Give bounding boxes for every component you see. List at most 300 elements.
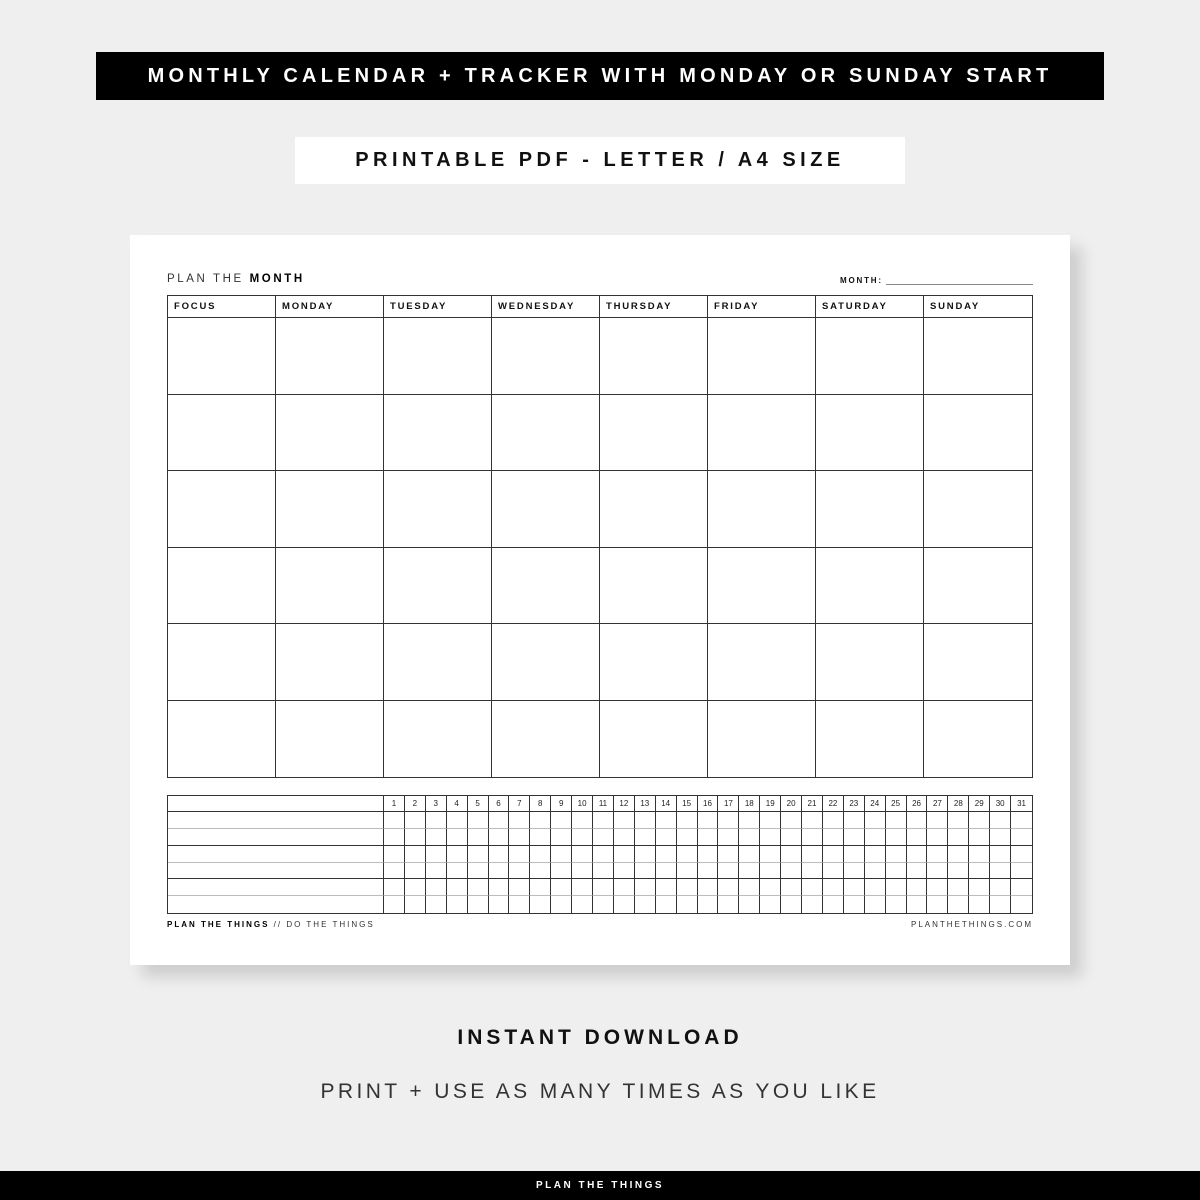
tracker-check-cell: [572, 829, 593, 846]
tracker-check-cell: [1011, 846, 1032, 863]
tracker-check-cell: [886, 863, 907, 880]
day-cell: [492, 318, 600, 395]
tracker-check-cell: [551, 846, 572, 863]
tracker-check-cell: [969, 812, 990, 829]
column-header: WEDNESDAY: [492, 296, 600, 318]
tracker-check-cell: [656, 846, 677, 863]
tracker-check-cell: [509, 829, 530, 846]
day-cell: [600, 624, 708, 701]
instant-download-heading: INSTANT DOWNLOAD: [457, 1026, 743, 1049]
tracker-check-cell: [865, 829, 886, 846]
day-cell: [816, 395, 924, 472]
focus-cell: [168, 548, 276, 625]
tracker-check-cell: [886, 879, 907, 896]
tracker-check-cell: [593, 812, 614, 829]
day-cell: [708, 395, 816, 472]
column-header: MONDAY: [276, 296, 384, 318]
tracker-check-cell: [614, 812, 635, 829]
day-cell: [492, 624, 600, 701]
column-header: THURSDAY: [600, 296, 708, 318]
tracker-check-cell: [489, 812, 510, 829]
tracker-check-cell: [530, 863, 551, 880]
tracker-check-cell: [614, 896, 635, 913]
tracker-check-cell: [468, 812, 489, 829]
tracker-check-cell: [760, 863, 781, 880]
tracker-check-cell: [990, 896, 1011, 913]
tracker-check-cell: [593, 863, 614, 880]
tracker-check-cell: [384, 812, 405, 829]
day-cell: [492, 395, 600, 472]
tracker-check-cell: [677, 896, 698, 913]
tracker-check-cell: [635, 863, 656, 880]
day-cell: [708, 624, 816, 701]
tracker-check-cell: [760, 896, 781, 913]
tracker-check-cell: [635, 829, 656, 846]
tracker-check-cell: [739, 863, 760, 880]
tracker-check-cell: [802, 829, 823, 846]
tracker-check-cell: [823, 829, 844, 846]
tracker-check-cell: [844, 846, 865, 863]
tracker-check-cell: [844, 879, 865, 896]
day-cell: [600, 318, 708, 395]
column-header: SUNDAY: [924, 296, 1032, 318]
tracker-check-cell: [530, 812, 551, 829]
tracker-check-cell: [614, 846, 635, 863]
tracker-check-cell: [656, 896, 677, 913]
tracker-habit-label-cell: [168, 829, 384, 846]
tracker-check-cell: [698, 879, 719, 896]
tracker-check-cell: [384, 896, 405, 913]
tracker-day-number: 8: [530, 796, 551, 812]
tracker-check-cell: [551, 879, 572, 896]
habit-tracker-grid: [167, 795, 1033, 914]
tracker-check-cell: [384, 829, 405, 846]
day-cell: [276, 548, 384, 625]
tracker-check-cell: [614, 863, 635, 880]
tracker-check-cell: [405, 846, 426, 863]
month-field: [840, 274, 1033, 285]
tracker-check-cell: [447, 879, 468, 896]
tracker-check-cell: [593, 896, 614, 913]
print-use-tagline: PRINT + USE AS MANY TIMES AS YOU LIKE: [320, 1080, 880, 1103]
tracker-day-number: 31: [1011, 796, 1032, 812]
tracker-day-number: 26: [907, 796, 928, 812]
tracker-check-cell: [677, 846, 698, 863]
tracker-check-cell: [886, 896, 907, 913]
day-cell: [708, 548, 816, 625]
tracker-check-cell: [384, 879, 405, 896]
tracker-day-number: 6: [489, 796, 510, 812]
day-cell: [708, 318, 816, 395]
tracker-check-cell: [948, 879, 969, 896]
tracker-check-cell: [781, 812, 802, 829]
tracker-check-cell: [489, 846, 510, 863]
tracker-day-number: 3: [426, 796, 447, 812]
tracker-check-cell: [1011, 863, 1032, 880]
tracker-check-cell: [739, 829, 760, 846]
tracker-check-cell: [572, 846, 593, 863]
tracker-label-header: [168, 796, 384, 812]
tracker-day-number: 17: [718, 796, 739, 812]
tracker-check-cell: [760, 829, 781, 846]
day-cell: [276, 624, 384, 701]
tracker-check-cell: [635, 879, 656, 896]
tracker-check-cell: [781, 879, 802, 896]
focus-cell: [168, 471, 276, 548]
day-cell: [816, 548, 924, 625]
tracker-day-number: 13: [635, 796, 656, 812]
tracker-check-cell: [614, 829, 635, 846]
tracker-check-cell: [405, 896, 426, 913]
tracker-check-cell: [718, 879, 739, 896]
day-cell: [384, 548, 492, 625]
tracker-check-cell: [802, 812, 823, 829]
tracker-check-cell: [990, 863, 1011, 880]
tracker-day-number: 28: [948, 796, 969, 812]
tracker-check-cell: [1011, 812, 1032, 829]
tracker-check-cell: [907, 896, 928, 913]
tracker-check-cell: [927, 896, 948, 913]
tracker-check-cell: [468, 863, 489, 880]
banner-title: MONTHLY CALENDAR + TRACKER WITH MONDAY OR SUNDAY START: [147, 64, 1053, 87]
tracker-check-cell: [990, 879, 1011, 896]
tracker-check-cell: [426, 896, 447, 913]
tracker-check-cell: [468, 829, 489, 846]
tracker-habit-label-cell: [168, 879, 384, 896]
day-cell: [924, 318, 1032, 395]
tracker-check-cell: [948, 829, 969, 846]
tracker-check-cell: [781, 829, 802, 846]
day-cell: [816, 471, 924, 548]
tracker-check-cell: [405, 829, 426, 846]
tracker-check-cell: [907, 829, 928, 846]
day-cell: [276, 471, 384, 548]
tracker-check-cell: [656, 863, 677, 880]
tracker-check-cell: [426, 863, 447, 880]
tracker-check-cell: [572, 896, 593, 913]
tracker-check-cell: [677, 812, 698, 829]
banner-subtitle: PRINTABLE PDF - LETTER / A4 SIZE: [355, 149, 845, 171]
day-cell: [384, 701, 492, 778]
tracker-check-cell: [572, 812, 593, 829]
tracker-day-number: 2: [405, 796, 426, 812]
tracker-day-number: 5: [468, 796, 489, 812]
planner-sheet: [130, 235, 1070, 965]
day-cell: [708, 471, 816, 548]
focus-cell: [168, 624, 276, 701]
day-cell: [600, 548, 708, 625]
tracker-check-cell: [739, 846, 760, 863]
tracker-check-cell: [844, 812, 865, 829]
tracker-check-cell: [969, 863, 990, 880]
day-cell: [276, 701, 384, 778]
tracker-check-cell: [907, 879, 928, 896]
tracker-check-cell: [593, 879, 614, 896]
tracker-day-number: 19: [760, 796, 781, 812]
tracker-day-number: 21: [802, 796, 823, 812]
tracker-check-cell: [760, 846, 781, 863]
tracker-check-cell: [823, 896, 844, 913]
day-cell: [924, 548, 1032, 625]
tracker-check-cell: [656, 879, 677, 896]
day-cell: [276, 395, 384, 472]
tracker-check-cell: [802, 879, 823, 896]
tracker-day-number: 11: [593, 796, 614, 812]
bottom-bar: [0, 1171, 1200, 1200]
tracker-day-number: 25: [886, 796, 907, 812]
day-cell: [384, 318, 492, 395]
tracker-check-cell: [551, 812, 572, 829]
tracker-day-number: 27: [927, 796, 948, 812]
tracker-check-cell: [426, 812, 447, 829]
footer-brand: PLAN THE THINGS: [167, 920, 270, 929]
tracker-check-cell: [865, 879, 886, 896]
column-header: FRIDAY: [708, 296, 816, 318]
day-cell: [384, 471, 492, 548]
tracker-check-cell: [530, 879, 551, 896]
tracker-check-cell: [948, 863, 969, 880]
tracker-day-number: 4: [447, 796, 468, 812]
tracker-check-cell: [572, 879, 593, 896]
tracker-check-cell: [990, 846, 1011, 863]
month-label: MONTH:: [840, 276, 883, 285]
tracker-check-cell: [990, 812, 1011, 829]
tracker-check-cell: [447, 846, 468, 863]
tracker-day-number: 1: [384, 796, 405, 812]
tracker-check-cell: [426, 879, 447, 896]
tracker-check-cell: [948, 896, 969, 913]
tracker-check-cell: [468, 846, 489, 863]
tracker-check-cell: [426, 829, 447, 846]
focus-cell: [168, 395, 276, 472]
tracker-check-cell: [969, 846, 990, 863]
tracker-check-cell: [865, 846, 886, 863]
day-cell: [924, 395, 1032, 472]
tracker-check-cell: [509, 879, 530, 896]
tracker-check-cell: [656, 812, 677, 829]
tracker-check-cell: [447, 829, 468, 846]
tracker-check-cell: [802, 863, 823, 880]
tracker-day-number: 23: [844, 796, 865, 812]
tracker-check-cell: [698, 896, 719, 913]
tracker-check-cell: [405, 812, 426, 829]
tracker-check-cell: [927, 829, 948, 846]
tracker-check-cell: [426, 846, 447, 863]
tracker-check-cell: [802, 846, 823, 863]
tracker-day-number: 18: [739, 796, 760, 812]
tracker-check-cell: [948, 812, 969, 829]
tracker-check-cell: [677, 863, 698, 880]
tracker-habit-label-cell: [168, 812, 384, 829]
tracker-check-cell: [677, 829, 698, 846]
tracker-check-cell: [447, 863, 468, 880]
tracker-check-cell: [509, 812, 530, 829]
tracker-check-cell: [489, 896, 510, 913]
tracker-check-cell: [530, 896, 551, 913]
tracker-check-cell: [677, 879, 698, 896]
tracker-check-cell: [990, 829, 1011, 846]
tracker-check-cell: [927, 879, 948, 896]
focus-cell: [168, 318, 276, 395]
sheet-footer-url: PLANTHETHINGS.COM: [910, 920, 1033, 929]
tracker-day-number: 29: [969, 796, 990, 812]
tracker-check-cell: [635, 846, 656, 863]
tracker-check-cell: [865, 863, 886, 880]
tracker-check-cell: [635, 812, 656, 829]
tracker-check-cell: [718, 863, 739, 880]
sub-banner: [295, 137, 905, 184]
tracker-check-cell: [907, 812, 928, 829]
tracker-check-cell: [969, 896, 990, 913]
tracker-check-cell: [823, 863, 844, 880]
tracker-check-cell: [509, 896, 530, 913]
tracker-check-cell: [739, 812, 760, 829]
tracker-check-cell: [718, 846, 739, 863]
tracker-check-cell: [907, 846, 928, 863]
tracker-check-cell: [593, 846, 614, 863]
column-header: FOCUS: [168, 296, 276, 318]
month-write-line: [886, 274, 1033, 285]
tracker-check-cell: [1011, 829, 1032, 846]
tracker-check-cell: [718, 896, 739, 913]
tracker-check-cell: [698, 863, 719, 880]
day-cell: [708, 701, 816, 778]
tracker-day-number: 22: [823, 796, 844, 812]
tracker-check-cell: [927, 812, 948, 829]
column-header: TUESDAY: [384, 296, 492, 318]
tracker-check-cell: [551, 829, 572, 846]
day-cell: [384, 395, 492, 472]
column-header: SATURDAY: [816, 296, 924, 318]
tracker-check-cell: [927, 863, 948, 880]
sheet-title-bold: MONTH: [249, 273, 305, 285]
tracker-check-cell: [760, 879, 781, 896]
tracker-day-number: 12: [614, 796, 635, 812]
day-cell: [276, 318, 384, 395]
tracker-check-cell: [405, 879, 426, 896]
tracker-check-cell: [1011, 879, 1032, 896]
day-cell: [492, 471, 600, 548]
tracker-check-cell: [468, 896, 489, 913]
tracker-check-cell: [698, 846, 719, 863]
tracker-check-cell: [823, 879, 844, 896]
day-cell: [816, 701, 924, 778]
tracker-check-cell: [635, 896, 656, 913]
tracker-check-cell: [614, 879, 635, 896]
tracker-habit-label-cell: [168, 846, 384, 863]
tracker-check-cell: [718, 829, 739, 846]
day-cell: [924, 624, 1032, 701]
tracker-day-number: 15: [677, 796, 698, 812]
day-cell: [492, 548, 600, 625]
tracker-check-cell: [823, 846, 844, 863]
day-cell: [924, 701, 1032, 778]
tracker-check-cell: [551, 863, 572, 880]
tracker-check-cell: [802, 896, 823, 913]
tracker-check-cell: [489, 829, 510, 846]
tracker-day-number: 30: [990, 796, 1011, 812]
footer-slogan: // DO THE THINGS: [269, 920, 375, 929]
day-cell: [492, 701, 600, 778]
day-cell: [600, 701, 708, 778]
bottom-bar-label: PLAN THE THINGS: [535, 1180, 665, 1191]
day-cell: [924, 471, 1032, 548]
tracker-day-number: 14: [656, 796, 677, 812]
tracker-check-cell: [969, 879, 990, 896]
tracker-check-cell: [948, 846, 969, 863]
tracker-check-cell: [509, 863, 530, 880]
tracker-check-cell: [886, 829, 907, 846]
tracker-check-cell: [886, 812, 907, 829]
tracker-check-cell: [572, 863, 593, 880]
calendar-grid: [167, 295, 1033, 778]
top-banner: [96, 52, 1104, 100]
tracker-check-cell: [530, 846, 551, 863]
tracker-check-cell: [593, 829, 614, 846]
tracker-check-cell: [781, 846, 802, 863]
tracker-check-cell: [509, 846, 530, 863]
day-cell: [816, 318, 924, 395]
tracker-check-cell: [384, 846, 405, 863]
tracker-check-cell: [1011, 896, 1032, 913]
tracker-habit-label-cell: [168, 863, 384, 880]
tracker-check-cell: [718, 812, 739, 829]
tracker-check-cell: [823, 812, 844, 829]
tracker-check-cell: [927, 846, 948, 863]
tracker-check-cell: [739, 896, 760, 913]
day-cell: [816, 624, 924, 701]
tracker-check-cell: [844, 863, 865, 880]
tracker-check-cell: [907, 863, 928, 880]
sheet-title: [167, 273, 305, 285]
tracker-check-cell: [781, 863, 802, 880]
tracker-check-cell: [844, 896, 865, 913]
tracker-check-cell: [781, 896, 802, 913]
tracker-check-cell: [698, 812, 719, 829]
tracker-check-cell: [447, 896, 468, 913]
tracker-day-number: 16: [698, 796, 719, 812]
tracker-check-cell: [489, 879, 510, 896]
tracker-check-cell: [530, 829, 551, 846]
tracker-check-cell: [698, 829, 719, 846]
day-cell: [600, 471, 708, 548]
day-cell: [384, 624, 492, 701]
sheet-footer-left: [167, 920, 375, 929]
tracker-day-number: 9: [551, 796, 572, 812]
tracker-day-number: 10: [572, 796, 593, 812]
tracker-check-cell: [468, 879, 489, 896]
tracker-check-cell: [865, 896, 886, 913]
tracker-day-number: 20: [781, 796, 802, 812]
focus-cell: [168, 701, 276, 778]
tracker-day-number: 24: [865, 796, 886, 812]
tracker-check-cell: [489, 863, 510, 880]
day-cell: [600, 395, 708, 472]
tracker-habit-label-cell: [168, 896, 384, 913]
tracker-check-cell: [739, 879, 760, 896]
tracker-check-cell: [886, 846, 907, 863]
sheet-title-light: PLAN THE: [167, 273, 250, 285]
tracker-day-number: 7: [509, 796, 530, 812]
tracker-check-cell: [656, 829, 677, 846]
tracker-check-cell: [760, 812, 781, 829]
tracker-check-cell: [551, 896, 572, 913]
tracker-check-cell: [384, 863, 405, 880]
tracker-check-cell: [865, 812, 886, 829]
tracker-check-cell: [405, 863, 426, 880]
tracker-check-cell: [447, 812, 468, 829]
tracker-check-cell: [844, 829, 865, 846]
